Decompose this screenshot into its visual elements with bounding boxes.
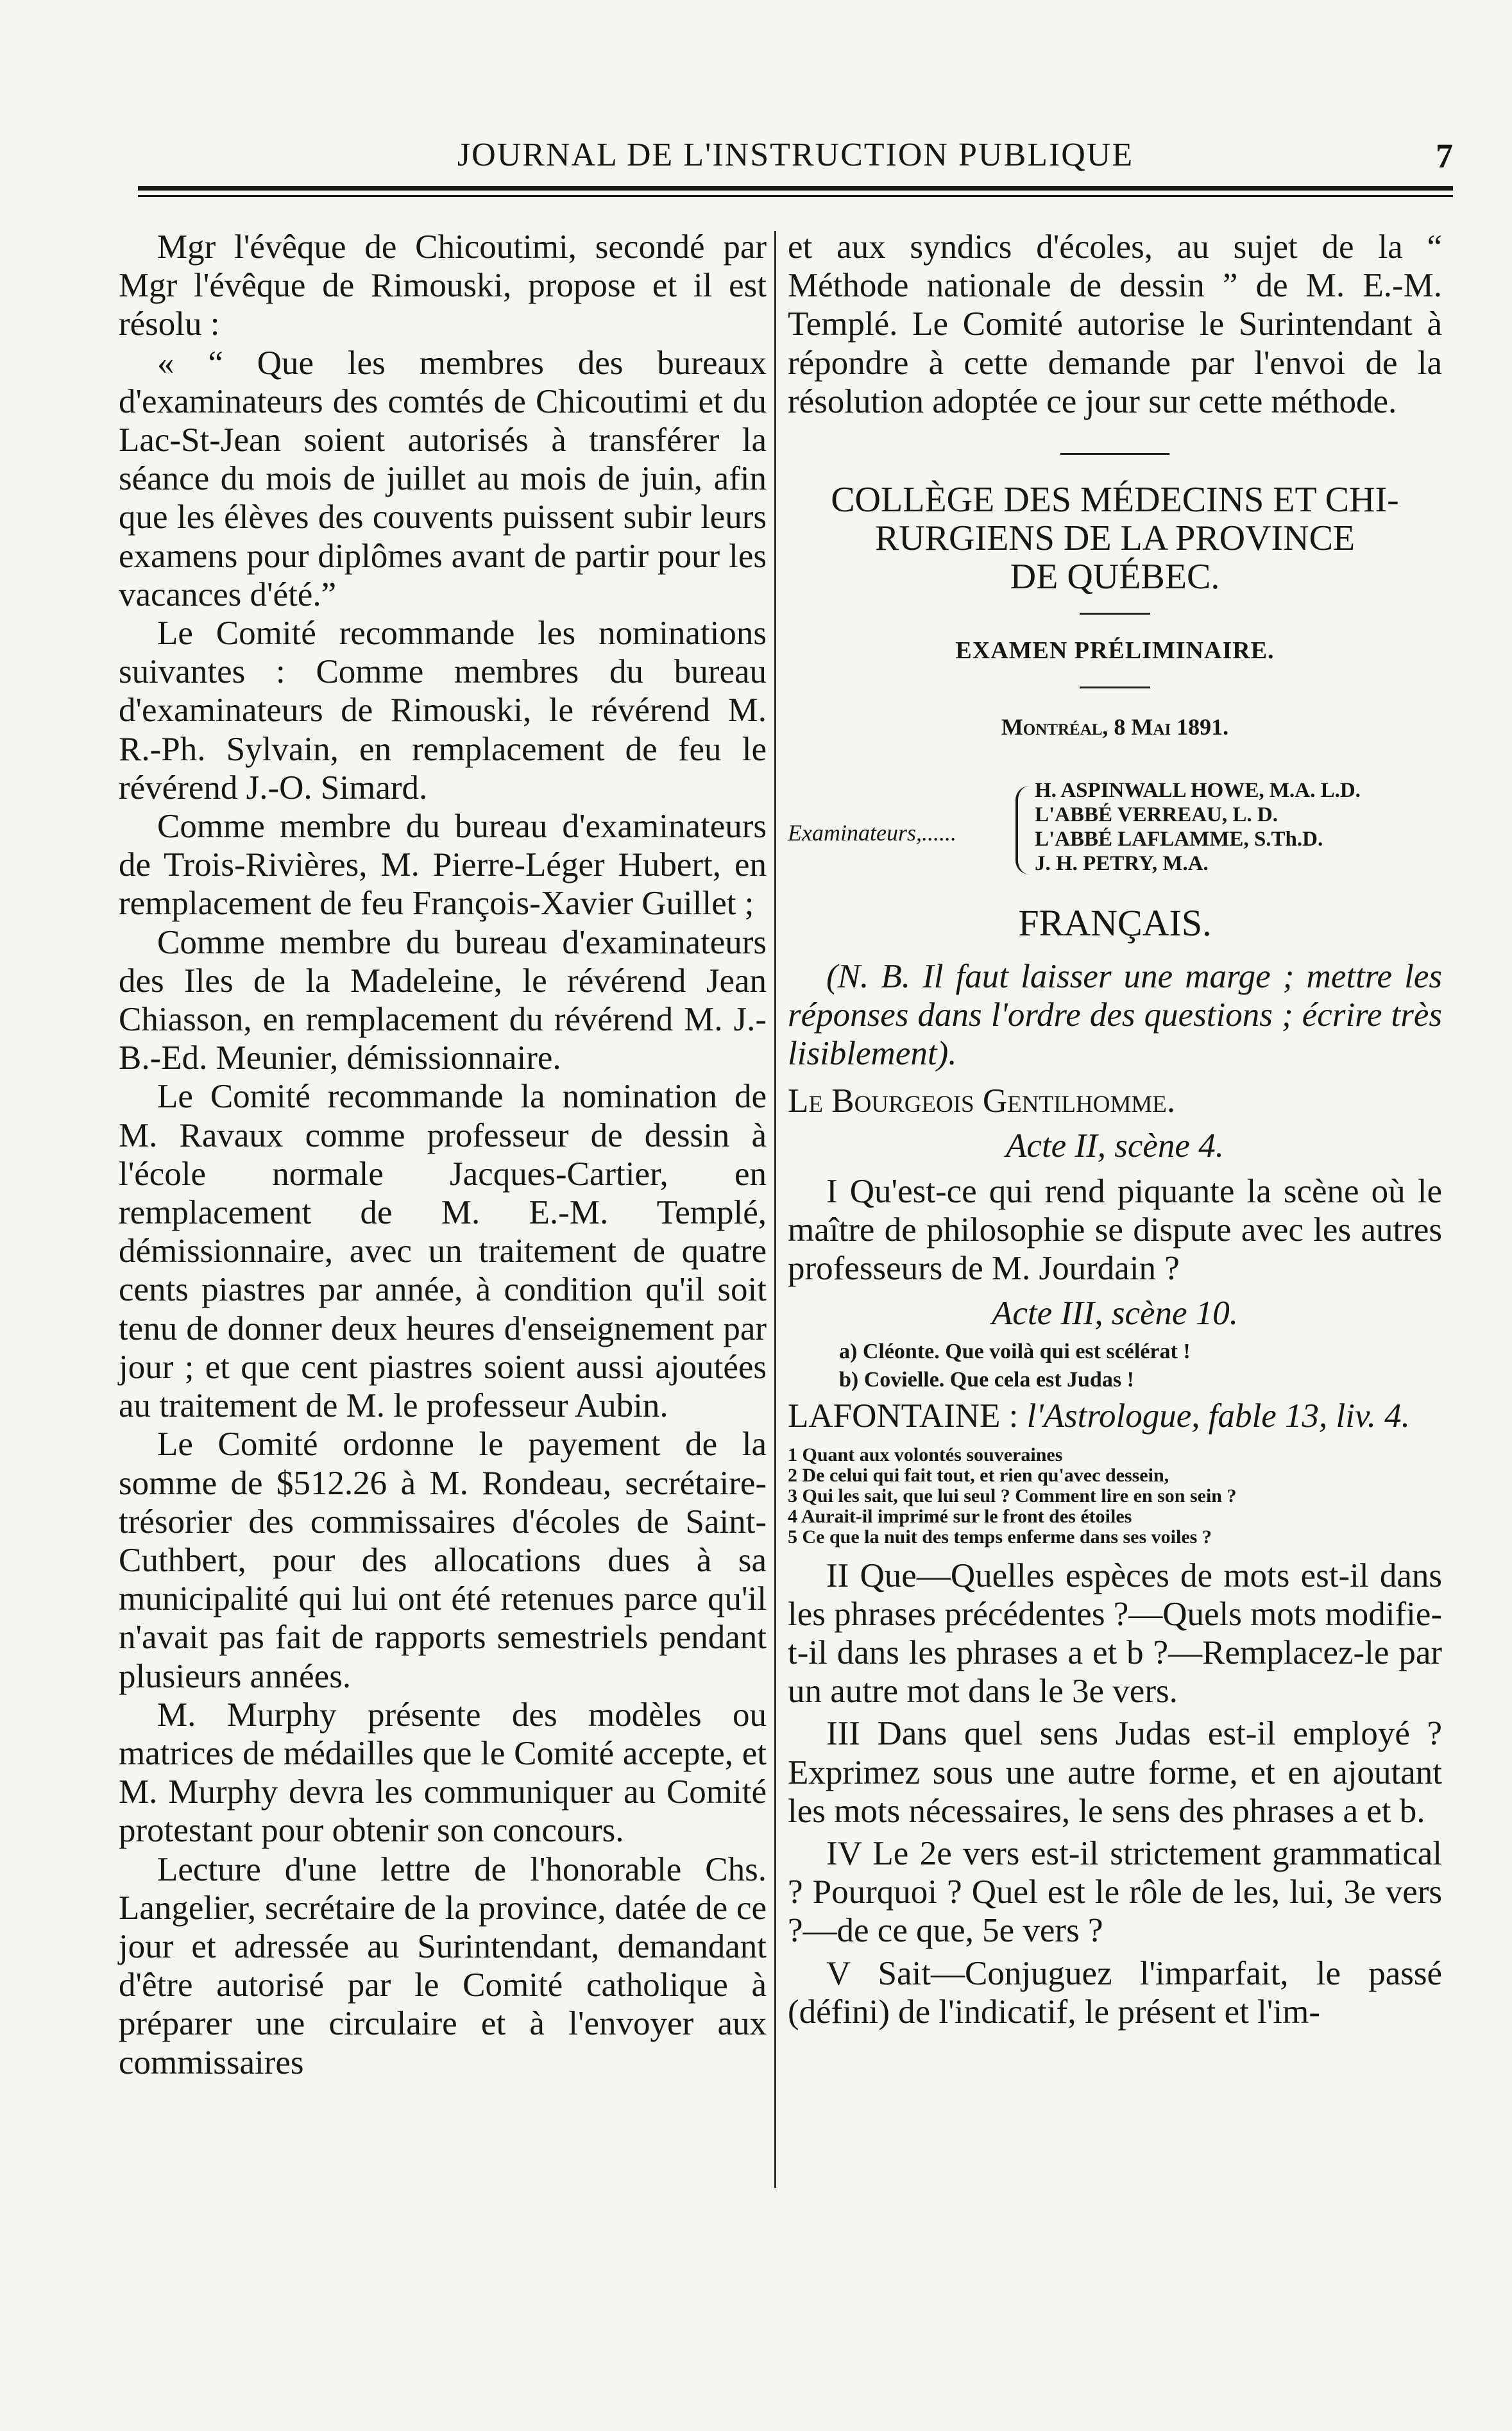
paragraph: Lecture d'une lettre de l'honorable Chs. Langelier, secrétaire de la province, datée de ce jour et adressée au Surintendant, demandant d'être autorisé par le Comité catholique à préparer une circulaire et à l'envoyer aux commissaires [119, 1850, 767, 2081]
paragraph: Le Comité ordonne le payement de la somme de $512.26 à M. Rondeau, secrétaire-trésorier des commissaires d'écoles de Saint-Cuthbert, pour des allocations dues à sa municipalité qui lui ont été retenues parce qu'il n'avait pas fait de rapports semestriels pendant plusieurs années. [119, 1426, 767, 1695]
fable-author: LAFONTAINE : [788, 1397, 1019, 1435]
question: I Qu'est-ce qui rend piquante la scène où le maître de philosophie se dispute avec les autres professeurs de M. Jourdain ? [788, 1172, 1442, 1288]
page-number: 7 [1436, 137, 1453, 175]
fable-title: l'Astrologue, fable 13, liv. 4. [1026, 1397, 1410, 1435]
column-divider [774, 231, 776, 2188]
header-rule-thin [138, 195, 1453, 197]
brace-icon [1015, 786, 1033, 874]
examiner-name: L'ABBÉ LAFLAMME, S.Th.D. [1035, 828, 1323, 851]
instructions-note: (N. B. Il faut laisser une marge ; mettre les réponses dans l'ordre des questions ; écrire très lisiblement). [788, 957, 1442, 1073]
quote-line: b) Covielle. Que cela est Judas ! [839, 1368, 1134, 1392]
verse-line: 2 De celui qui fait tout, et rien qu'avec dessein, [788, 1464, 1169, 1486]
college-heading-line: DE QUÉBEC. [1010, 557, 1220, 597]
examiner-name: J. H. PETRY, M.A. [1035, 852, 1209, 876]
paragraph: Le Comité recommande la nomination de M. Ravaux comme professeur de dessin à l'école normale Jacques-Cartier, en remplacement de M. E.-M. Templé, démissionnaire, avec un traitement de quatre cents piastres par année, à condition qu'il soit tenu de donner deux heures d'enseignement par jour ; et que cent piastres soient aussi ajoutées au traitement de M. le professeur Aubin. [119, 1078, 767, 1425]
examiners-block [788, 778, 1442, 887]
header-rule-thick [138, 186, 1453, 191]
paragraph: Le Comité recommande les nominations suivantes : Comme membres du bureau d'examinateurs de Rimouski, le révérend M. R.-Ph. Sylvain, en remplacement de feu le révérend J.-O. Simard. [119, 615, 767, 806]
verse-line: 5 Ce que la nuit des temps enferme dans ses voiles ? [788, 1526, 1212, 1548]
college-heading-line: COLLÈGE DES MÉDECINS ET CHI- [831, 480, 1399, 520]
dateline: Montréal, 8 Mai 1891. [1001, 714, 1229, 740]
continuation-paragraph: et aux syndics d'écoles, au sujet de la “ Méthode nationale de dessin ” de M. E.-M. Templé. Le Comité autorise le Surintendant à répondre à cette demande par l'envoi de la résolution adoptée ce jour sur cette méthode. [788, 228, 1442, 420]
paragraph: Comme membre du bureau d'examinateurs de Trois-Rivières, M. Pierre-Léger Hubert, en remplacement de feu François-Xavier Guillet ; [119, 808, 767, 923]
fable-heading [788, 1397, 1442, 1435]
examiner-name: H. ASPINWALL HOWE, M.A. L.D. [1035, 779, 1361, 803]
section-rule [1080, 687, 1150, 688]
section-rule [1060, 453, 1169, 455]
question: V Sait—Conjuguez l'imparfait, le passé (défini) de l'indicatif, le présent et l'im- [788, 1954, 1442, 2031]
play-title: Le Bourgeois Gentilhomme. [788, 1082, 1176, 1120]
subject-heading: FRANÇAIS. [1018, 902, 1212, 944]
left-column [119, 228, 767, 2082]
question: IV Le 2e vers est-il strictement grammatical ? Pourquoi ? Quel est le rôle de les, lui, 3e vers ?—de ce que, 5e vers ? [788, 1835, 1442, 1950]
examiners-list [1035, 778, 1361, 876]
examiner-name: L'ABBÉ VERREAU, L. D. [1035, 803, 1278, 827]
paragraph: M. Murphy présente des modèles ou matrices de médailles que le Comité accepte, et M. Murphy devra les communiquer au Comité protestant pour obtenir son concours. [119, 1696, 767, 1850]
verse-line: 1 Quant aux volontés souveraines [788, 1444, 1063, 1465]
paragraph: « “ Que les membres des bureaux d'examinateurs des comtés de Chicoutimi et du Lac-St-Jean soient autorisés à transférer la séance du mois de juillet au mois de juin, afin que les élèves des couvents puissent subir leurs examens pour diplômes avant de partir pour les vacances d'été.” [119, 344, 767, 613]
verse-block [788, 1445, 1442, 1548]
paragraph: Comme membre du bureau d'examinateurs des Iles de la Madeleine, le révérend Jean Chiasson, en remplacement du révérend M. J.-B.-Ed. Meunier, démissionnaire. [119, 923, 767, 1077]
question: II Que—Quelles espèces de mots est-il dans les phrases précédentes ?—Quels mots modifie-t-il dans les phrases a et b ?—Remplacez-le par un autre mot dans le 3e vers. [788, 1557, 1442, 1710]
running-header [138, 136, 1453, 181]
journal-title: JOURNAL DE L'INSTRUCTION PUBLIQUE [457, 137, 1134, 173]
college-heading-line: RURGIENS DE LA PROVINCE [874, 518, 1355, 559]
question: III Dans quel sens Judas est-il employé ? Exprimez sous une autre forme, et en ajoutant les mots nécessaires, le sens des phrases a et b. [788, 1715, 1442, 1830]
section-rule [1080, 613, 1150, 615]
verse-line: 3 Qui les sait, que lui seul ? Comment lire en son sein ? [788, 1485, 1237, 1506]
quote-line: a) Cléonte. Que voilà qui est scélérat ! [839, 1340, 1191, 1364]
examiners-label: Examinateurs,...... [788, 820, 956, 846]
act-heading: Acte III, scène 10. [991, 1295, 1239, 1333]
act-heading: Acte II, scène 4. [1006, 1127, 1224, 1165]
exam-heading: EXAMEN PRÉLIMINAIRE. [955, 637, 1275, 665]
paragraph: Mgr l'évêque de Chicoutimi, secondé par Mgr l'évêque de Rimouski, propose et il est résolu : [119, 228, 767, 343]
right-column [788, 228, 1442, 2031]
verse-line: 4 Aurait-il imprimé sur le front des étoiles [788, 1505, 1132, 1527]
college-heading [788, 481, 1442, 596]
